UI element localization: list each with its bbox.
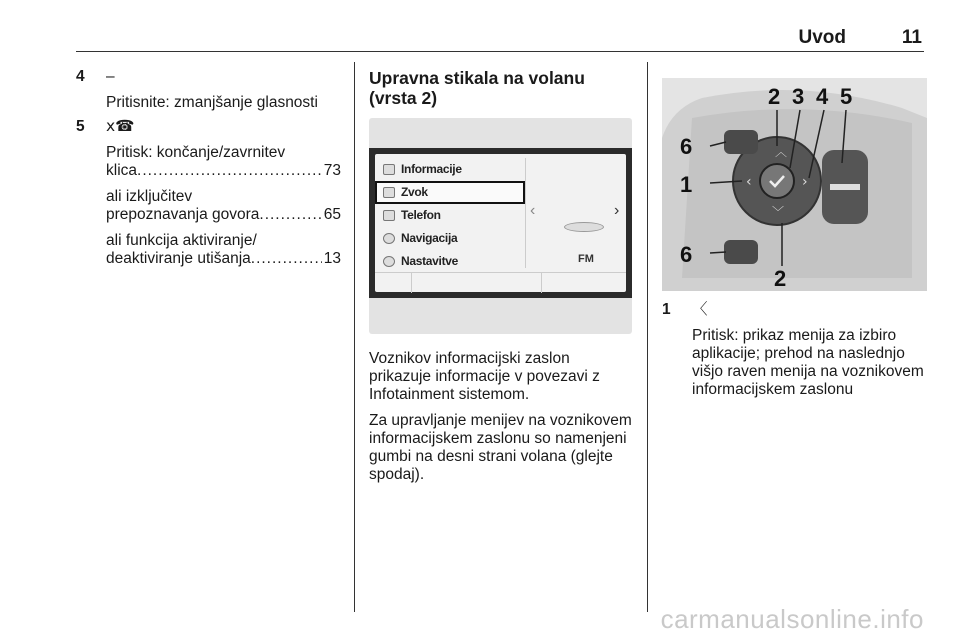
page-header [76,26,924,52]
menu-item: Navigacija [375,227,525,250]
radio-panel [525,158,625,268]
radio-band-label: FM [578,253,594,265]
menu-item: Nastavitve [375,250,525,273]
driver-info-display-figure [369,118,632,334]
chevron-left-icon: 〈 [692,301,708,318]
item-number: 1 [662,301,671,318]
watermark: carmanualsonline.info [660,604,924,634]
page-number: 11 [901,27,922,48]
steering-wheel-illustration [662,78,927,291]
column-divider [354,62,355,612]
item-description: Pritisk: končanje/zavrnitev klica ..... 73 [106,144,341,180]
toc-entry: deaktiviranje utišanja ..... 13 [106,250,341,268]
list-item [76,68,341,112]
chevron-right-icon: › [614,202,620,219]
phone-icon [383,210,395,221]
minus-symbol: – [106,68,115,85]
music-note-icon [383,187,395,198]
menu-item: Informacije [375,158,525,181]
list-item [76,118,341,268]
column-middle [369,68,632,484]
menu-item-selected: Zvok [375,181,525,204]
svg-text:›: › [802,174,808,190]
page-ref: 65 [323,206,341,223]
item-description: Pritisnite: zmanjšanje glasnosti [106,94,318,111]
steering-wheel-controls-figure [662,78,927,291]
svg-text:‹: ‹ [746,174,752,190]
item-number: 4 [76,68,85,85]
chevron-left-icon: ‹ [530,202,536,219]
compass-icon [383,233,395,244]
menu-item: Telefon [375,204,525,227]
toc-entry: prepoznavanja govora ..... 65 [106,206,341,224]
callout-3: 3 [792,84,805,109]
item-description: ali funkcija aktiviranje/ deaktiviranje utišanja ..... 13 [106,232,341,268]
paragraph: Za upravljanje menijev na voznikovem informacijskem zaslonu so namenjeni gumbi na desni strani volana (glejte spodaj). [369,412,632,483]
gears-icon [383,256,395,267]
item-description: Pritisk: prikaz menija za izbiro aplikacije; prehod na naslednjo višjo raven menija na voznikovem informacijskem zaslonu [692,327,924,398]
paragraph: Voznikov informacijski zaslon prikazuje informacije v povezavi z Infotainment sistemom. [369,350,600,403]
list-item [662,301,927,399]
callout-2-bottom: 2 [774,266,787,291]
svg-text:︿: ︿ [775,145,788,159]
info-icon [383,164,395,175]
callout-1: 1 [680,172,693,197]
column-divider [647,62,648,612]
item-number: 5 [76,118,85,135]
callout-6-bottom: 6 [680,242,693,267]
callout-5: 5 [840,84,853,109]
radio-icon [564,222,604,232]
page-ref: 73 [323,162,341,179]
display-menu [375,158,525,273]
item-description: ali izključitev prepoznavanja govora ..... 65 [106,188,341,224]
column-left [76,68,341,274]
phone-hangup-icon: ⅹ☎ [106,118,135,135]
callout-2-top: 2 [768,84,781,109]
svg-text:﹀: ﹀ [772,205,785,219]
section-title: Uvod [798,27,846,48]
section-heading: Upravna stikala na volanu (vrsta 2) [369,68,585,108]
callout-4: 4 [816,84,829,109]
toc-entry: klica ..... 73 [106,162,341,180]
column-right [662,72,927,405]
callout-6-top: 6 [680,134,693,159]
page-ref: 13 [323,250,341,267]
